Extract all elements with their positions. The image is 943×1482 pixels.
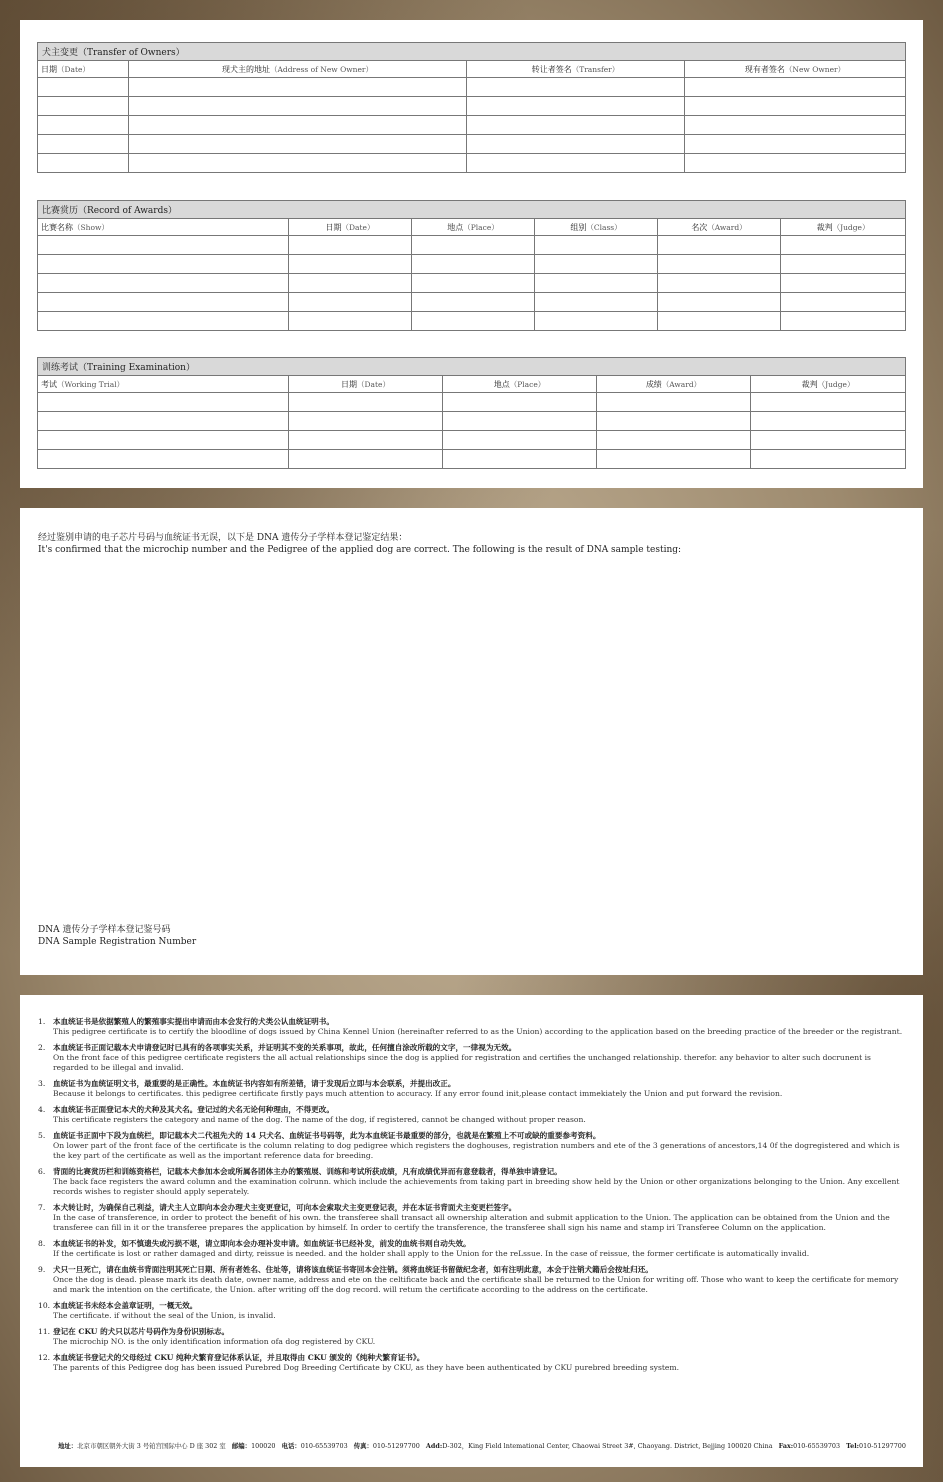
table-cell[interactable] — [781, 274, 906, 293]
table-cell[interactable] — [129, 78, 467, 97]
note-cn: 血统证书正面中下段为血统栏，即记载本犬二代祖先犬的 14 只犬名、血统证书号码等，此为本血统证书最重要的部分，也就是在繁殖上不可或缺的重要参考资料。 — [53, 1131, 601, 1140]
tel-en-value: 010-51297700 — [859, 1442, 906, 1450]
table-cell[interactable] — [289, 312, 412, 331]
table-row — [38, 274, 906, 293]
table-cell[interactable] — [289, 255, 412, 274]
note-cn: 背面的比赛赏历栏和训练资格栏，记载本犬参加本会或所属各团体主办的繁殖展、训练和考试所获成绩，凡有成绩优异而有意登载者，得单独申请登记。 — [53, 1167, 562, 1176]
table-cell[interactable] — [412, 293, 535, 312]
table-cell[interactable] — [658, 236, 781, 255]
table-cell[interactable] — [129, 135, 467, 154]
fax-en-value: 010-65539703 — [793, 1442, 841, 1450]
table-cell[interactable] — [129, 97, 467, 116]
fax-en-label: Fax: — [778, 1442, 794, 1450]
note-cn: 血统证书为血统证明文书，最重要的是正确性。本血统证书内容如有所差错，请于发现后立即与本会联系，并提出改正。 — [53, 1079, 456, 1088]
table-cell[interactable] — [751, 412, 906, 431]
owners-col-new-owner: 现有者签名（New Owner） — [685, 61, 906, 78]
table-cell[interactable] — [38, 312, 289, 331]
owners-col-address: 现犬主的地址（Address of New Owner） — [129, 61, 467, 78]
table-cell[interactable] — [443, 393, 597, 412]
note-cn: 本血统证书的补发，如不慎遗失或污损不堪，请立即向本会办理补发申请。如血统证书已经补发，前发的血统书则自动失效。 — [53, 1239, 471, 1248]
dna-intro — [38, 532, 681, 556]
list-item — [38, 1301, 908, 1321]
table-row — [38, 236, 906, 255]
postcode-value: 100020 — [251, 1442, 276, 1450]
note-number: 8. — [38, 1239, 46, 1248]
note-en: Once the dog is dead. please mark its death date, owner name, address and ete on the celtificate back and the certificate shall be returned to the Union for writing off. Those who want to keep the certificate for memory and mark the intention on the certificate, the Union. after writing off the dog record. will retum the certificate according to the address on the certificate. — [53, 1275, 899, 1294]
table-cell[interactable] — [658, 274, 781, 293]
training-section — [37, 357, 905, 469]
note-cn: 本血统证书正面记载本犬申请登记时已具有的各项事实关系，并证明其不变的关系事项，故此，任何擅自涂改所载的文字，一律视为无效。 — [53, 1043, 517, 1052]
table-cell[interactable] — [38, 293, 289, 312]
table-cell[interactable] — [443, 450, 597, 469]
table-cell[interactable] — [38, 116, 129, 135]
table-row — [38, 393, 906, 412]
notes-list — [38, 1017, 908, 1379]
note-number: 5. — [38, 1131, 46, 1140]
table-cell[interactable] — [535, 312, 658, 331]
list-item — [38, 1239, 908, 1259]
training-title: 训练考试（Training Examination） — [38, 358, 906, 376]
list-item — [38, 1167, 908, 1197]
table-cell[interactable] — [685, 78, 906, 97]
list-item — [38, 1079, 908, 1099]
table-cell[interactable] — [412, 255, 535, 274]
list-item — [38, 1105, 908, 1125]
note-en: If the certificate is lost or rather damaged and dirty, reissue is needed. and the holder shall apply to the Union for the reLssue. In the case of reissue, the former certificate is automatically invalid. — [53, 1249, 810, 1258]
table-cell[interactable] — [535, 236, 658, 255]
table-cell[interactable] — [781, 255, 906, 274]
note-number: 10. — [38, 1301, 51, 1310]
table-cell[interactable] — [597, 393, 751, 412]
training-col-judge: 裁判（Judge） — [751, 376, 906, 393]
table-row — [38, 97, 906, 116]
address-label: 地址： — [58, 1442, 78, 1450]
table-cell[interactable] — [289, 293, 412, 312]
table-cell[interactable] — [412, 236, 535, 255]
table-cell[interactable] — [751, 450, 906, 469]
table-cell[interactable] — [289, 393, 443, 412]
list-item — [38, 1353, 908, 1373]
note-number: 9. — [38, 1265, 46, 1274]
table-cell[interactable] — [412, 312, 535, 331]
training-col-award: 成绩（Award） — [597, 376, 751, 393]
dna-registration — [38, 924, 196, 948]
table-cell[interactable] — [685, 116, 906, 135]
note-en: This certificate registers the category and name of the dog. The name of the dog, if registered, cannot be changed without proper reason. — [53, 1115, 586, 1124]
table-row — [38, 450, 906, 469]
dna-intro-en: It's confirmed that the microchip number and the Pedigree of the applied dog are correct. The following is the result of DNA sample testing: — [38, 545, 682, 555]
table-cell[interactable] — [38, 431, 289, 450]
note-en: The back face registers the award column and the examination colrunn. which include the achievements from taking part in breeding show held by the Union or other organizations belonging to the Union. Any excellent records wishes to register should apply seperately. — [53, 1177, 900, 1196]
table-cell[interactable] — [685, 135, 906, 154]
awards-col-judge: 裁判（Judge） — [781, 219, 906, 236]
note-number: 12. — [38, 1353, 51, 1362]
note-en: The parents of this Pedigree dog has been issued Purebred Dog Breeding Certificate by CKU, as they have been authenticated by CKU purebred breeding system. — [53, 1363, 680, 1372]
address-en-value: D-302，King Field lntemational Center, Chaowai Street 3#, Chaoyang. District, Bejjing 100020 China — [442, 1442, 773, 1450]
table-cell[interactable] — [412, 274, 535, 293]
dna-reg-en: DNA Sample Registration Number — [38, 937, 197, 947]
table-cell[interactable] — [289, 274, 412, 293]
table-cell[interactable] — [38, 450, 289, 469]
note-number: 7. — [38, 1203, 46, 1212]
table-cell[interactable] — [751, 393, 906, 412]
note-en: The microchip NO. is the only identification information ofa dog registered by CKU. — [53, 1337, 376, 1346]
table-cell[interactable] — [289, 412, 443, 431]
list-item — [38, 1017, 908, 1037]
table-row — [38, 255, 906, 274]
table-row — [38, 154, 906, 173]
note-cn: 本血统证书正面登记本犬的犬种及其犬名。登记过的犬名无论何种理由，不得更改。 — [53, 1105, 334, 1114]
table-cell[interactable] — [467, 78, 685, 97]
table-row — [38, 431, 906, 450]
note-number: 4. — [38, 1105, 46, 1114]
training-col-date: 日期（Date） — [289, 376, 443, 393]
table-cell[interactable] — [535, 255, 658, 274]
note-cn: 登记在 CKU 的犬只以芯片号码作为身份识别标志。 — [53, 1327, 230, 1336]
dna-reg-cn: DNA 遗传分子学样本登记鉴号码 — [38, 925, 171, 935]
table-cell[interactable] — [38, 274, 289, 293]
table-cell[interactable] — [129, 116, 467, 135]
contact-footer — [58, 1441, 918, 1450]
postcode-label: 邮编： — [231, 1442, 252, 1450]
table-cell[interactable] — [535, 293, 658, 312]
table-cell[interactable] — [289, 450, 443, 469]
table-row — [38, 116, 906, 135]
table-cell[interactable] — [658, 293, 781, 312]
address-value: 北京市朝区朝外大街 3 号铂宫国际中心 D 座 302 室 — [77, 1442, 226, 1450]
notes-panel — [20, 995, 923, 1467]
awards-table — [37, 200, 906, 331]
table-cell[interactable] — [443, 431, 597, 450]
note-number: 6. — [38, 1167, 46, 1176]
table-cell[interactable] — [751, 431, 906, 450]
table-cell[interactable] — [535, 274, 658, 293]
table-cell[interactable] — [597, 412, 751, 431]
awards-col-award: 名次（Award） — [658, 219, 781, 236]
owners-table — [37, 42, 906, 173]
note-en: On the front face of this pedigree certificate registers the all actual relationships since the dog is applied for registration and certifies the unchanged relationship. therefor. any behavior to alter such docrunent is regarded to be illegal and invalid. — [53, 1053, 871, 1072]
records-panel — [20, 20, 923, 488]
table-cell[interactable] — [38, 412, 289, 431]
table-row — [38, 135, 906, 154]
table-cell[interactable] — [781, 293, 906, 312]
table-cell[interactable] — [781, 236, 906, 255]
table-cell[interactable] — [597, 431, 751, 450]
list-item — [38, 1203, 908, 1233]
table-row — [38, 293, 906, 312]
table-cell[interactable] — [289, 431, 443, 450]
table-cell[interactable] — [38, 154, 129, 173]
table-cell[interactable] — [685, 97, 906, 116]
note-en: Because it belongs to certificates. this pedigree certificate firstly pays much attention to accuracy. If any error found init,please contact immekiately the Union and put forward the revision. — [53, 1089, 783, 1098]
note-number: 3. — [38, 1079, 46, 1088]
table-row — [38, 312, 906, 331]
training-col-trial: 考试（Working Trial） — [38, 376, 289, 393]
owners-col-transfer: 转让者签名（Transfer） — [467, 61, 685, 78]
owners-section — [37, 42, 905, 173]
note-number: 11. — [38, 1327, 51, 1336]
owners-title: 犬主变更（Transfer of Owners） — [38, 43, 906, 61]
table-cell[interactable] — [38, 393, 289, 412]
table-cell[interactable] — [289, 236, 412, 255]
table-cell[interactable] — [467, 135, 685, 154]
list-item — [38, 1043, 908, 1073]
training-table — [37, 357, 906, 469]
awards-section — [37, 200, 905, 331]
awards-col-date: 日期（Date） — [289, 219, 412, 236]
table-cell[interactable] — [597, 450, 751, 469]
note-en: In the case of transference, in order to protect the benefit of his own. the transferee shall transact all ownership alteration and submit application to the Union. The application can be obtained from the Union and the transferee can fill in it or the transferee prepares the application by himself. In order to certify the transference, the transferee shall sign his name and stamp iri Transferee Column on the application. — [53, 1213, 890, 1232]
table-cell[interactable] — [38, 97, 129, 116]
table-cell[interactable] — [467, 154, 685, 173]
table-row — [38, 412, 906, 431]
table-cell[interactable] — [38, 236, 289, 255]
dna-intro-cn: 经过鉴别申请的电子芯片号码与血统证书无误，以下是 DNA 遗传分子学样本登记鉴定结果： — [38, 533, 408, 543]
list-item — [38, 1131, 908, 1161]
fax-value: 010-51297700 — [372, 1442, 420, 1450]
table-cell[interactable] — [467, 116, 685, 135]
table-cell[interactable] — [781, 312, 906, 331]
note-cn: 本犬转让时，为确保自己利益，请犬主人立即向本会办理犬主变更登记，可向本会索取犬主变更登记表，并在本证书背面犬主变更栏签字。 — [53, 1203, 517, 1212]
training-col-place: 地点（Place） — [443, 376, 597, 393]
table-cell[interactable] — [443, 412, 597, 431]
owners-col-date: 日期（Date） — [38, 61, 129, 78]
table-cell[interactable] — [658, 255, 781, 274]
list-item — [38, 1327, 908, 1347]
table-cell[interactable] — [658, 312, 781, 331]
table-cell[interactable] — [38, 135, 129, 154]
note-en: The certificate. if without the seal of the Union, is invalid. — [53, 1311, 276, 1320]
list-item — [38, 1265, 908, 1295]
awards-col-place: 地点（Place） — [412, 219, 535, 236]
note-number: 1. — [38, 1017, 46, 1026]
dna-panel — [20, 508, 923, 975]
table-cell[interactable] — [38, 78, 129, 97]
note-en: This pedigree certificate is to certify the bloodline of dogs issued by China Kennel Union (hereinafter referred to as the Union) according to the application based on the breeding practice of the breeder or the registrant. — [53, 1027, 903, 1036]
address-en-label: Add: — [425, 1442, 443, 1450]
note-cn: 本血统证书登记犬的父母经过 CKU 纯种犬繁育登记体系认证，并且取得由 CKU 颁发的《纯种犬繁育证书》。 — [53, 1353, 425, 1362]
phone-value: 010-65539703 — [300, 1442, 348, 1450]
table-cell[interactable] — [685, 154, 906, 173]
note-cn: 本血统证书是依据繁殖人的繁殖事实提出申请而由本会发行的犬类公认血统证明书。 — [53, 1017, 334, 1026]
table-cell[interactable] — [129, 154, 467, 173]
table-row — [38, 78, 906, 97]
awards-col-class: 组别（Class） — [535, 219, 658, 236]
awards-title: 比赛赏历（Record of Awards） — [38, 201, 906, 219]
fax-label: 传真： — [353, 1442, 373, 1450]
note-number: 2. — [38, 1043, 46, 1052]
note-en: On lower part of the front face of the certificate is the column relating to dog pedigree which registers the doghouses, registration numbers and ete of the 3 generations of ancestors,14 0f the dogregistered and which is the key part of the certificate as well as the important reference data for breeding. — [53, 1141, 900, 1160]
phone-label: 电话： — [281, 1442, 301, 1450]
note-cn: 犬只一旦死亡，请在血统书背面注明其死亡日期、所有者姓名、住址等，请将该血统证书寄回本会注销。须将血统证书留做纪念者，如有注明此意，本会于注销犬籍后会按址归还。 — [53, 1265, 653, 1274]
note-cn: 本血统证书未经本会盖章证明，一概无效。 — [53, 1301, 198, 1310]
table-cell[interactable] — [38, 255, 289, 274]
table-cell[interactable] — [467, 97, 685, 116]
tel-en-label: Tel: — [846, 1442, 860, 1450]
awards-col-show: 比赛名称（Show） — [38, 219, 289, 236]
